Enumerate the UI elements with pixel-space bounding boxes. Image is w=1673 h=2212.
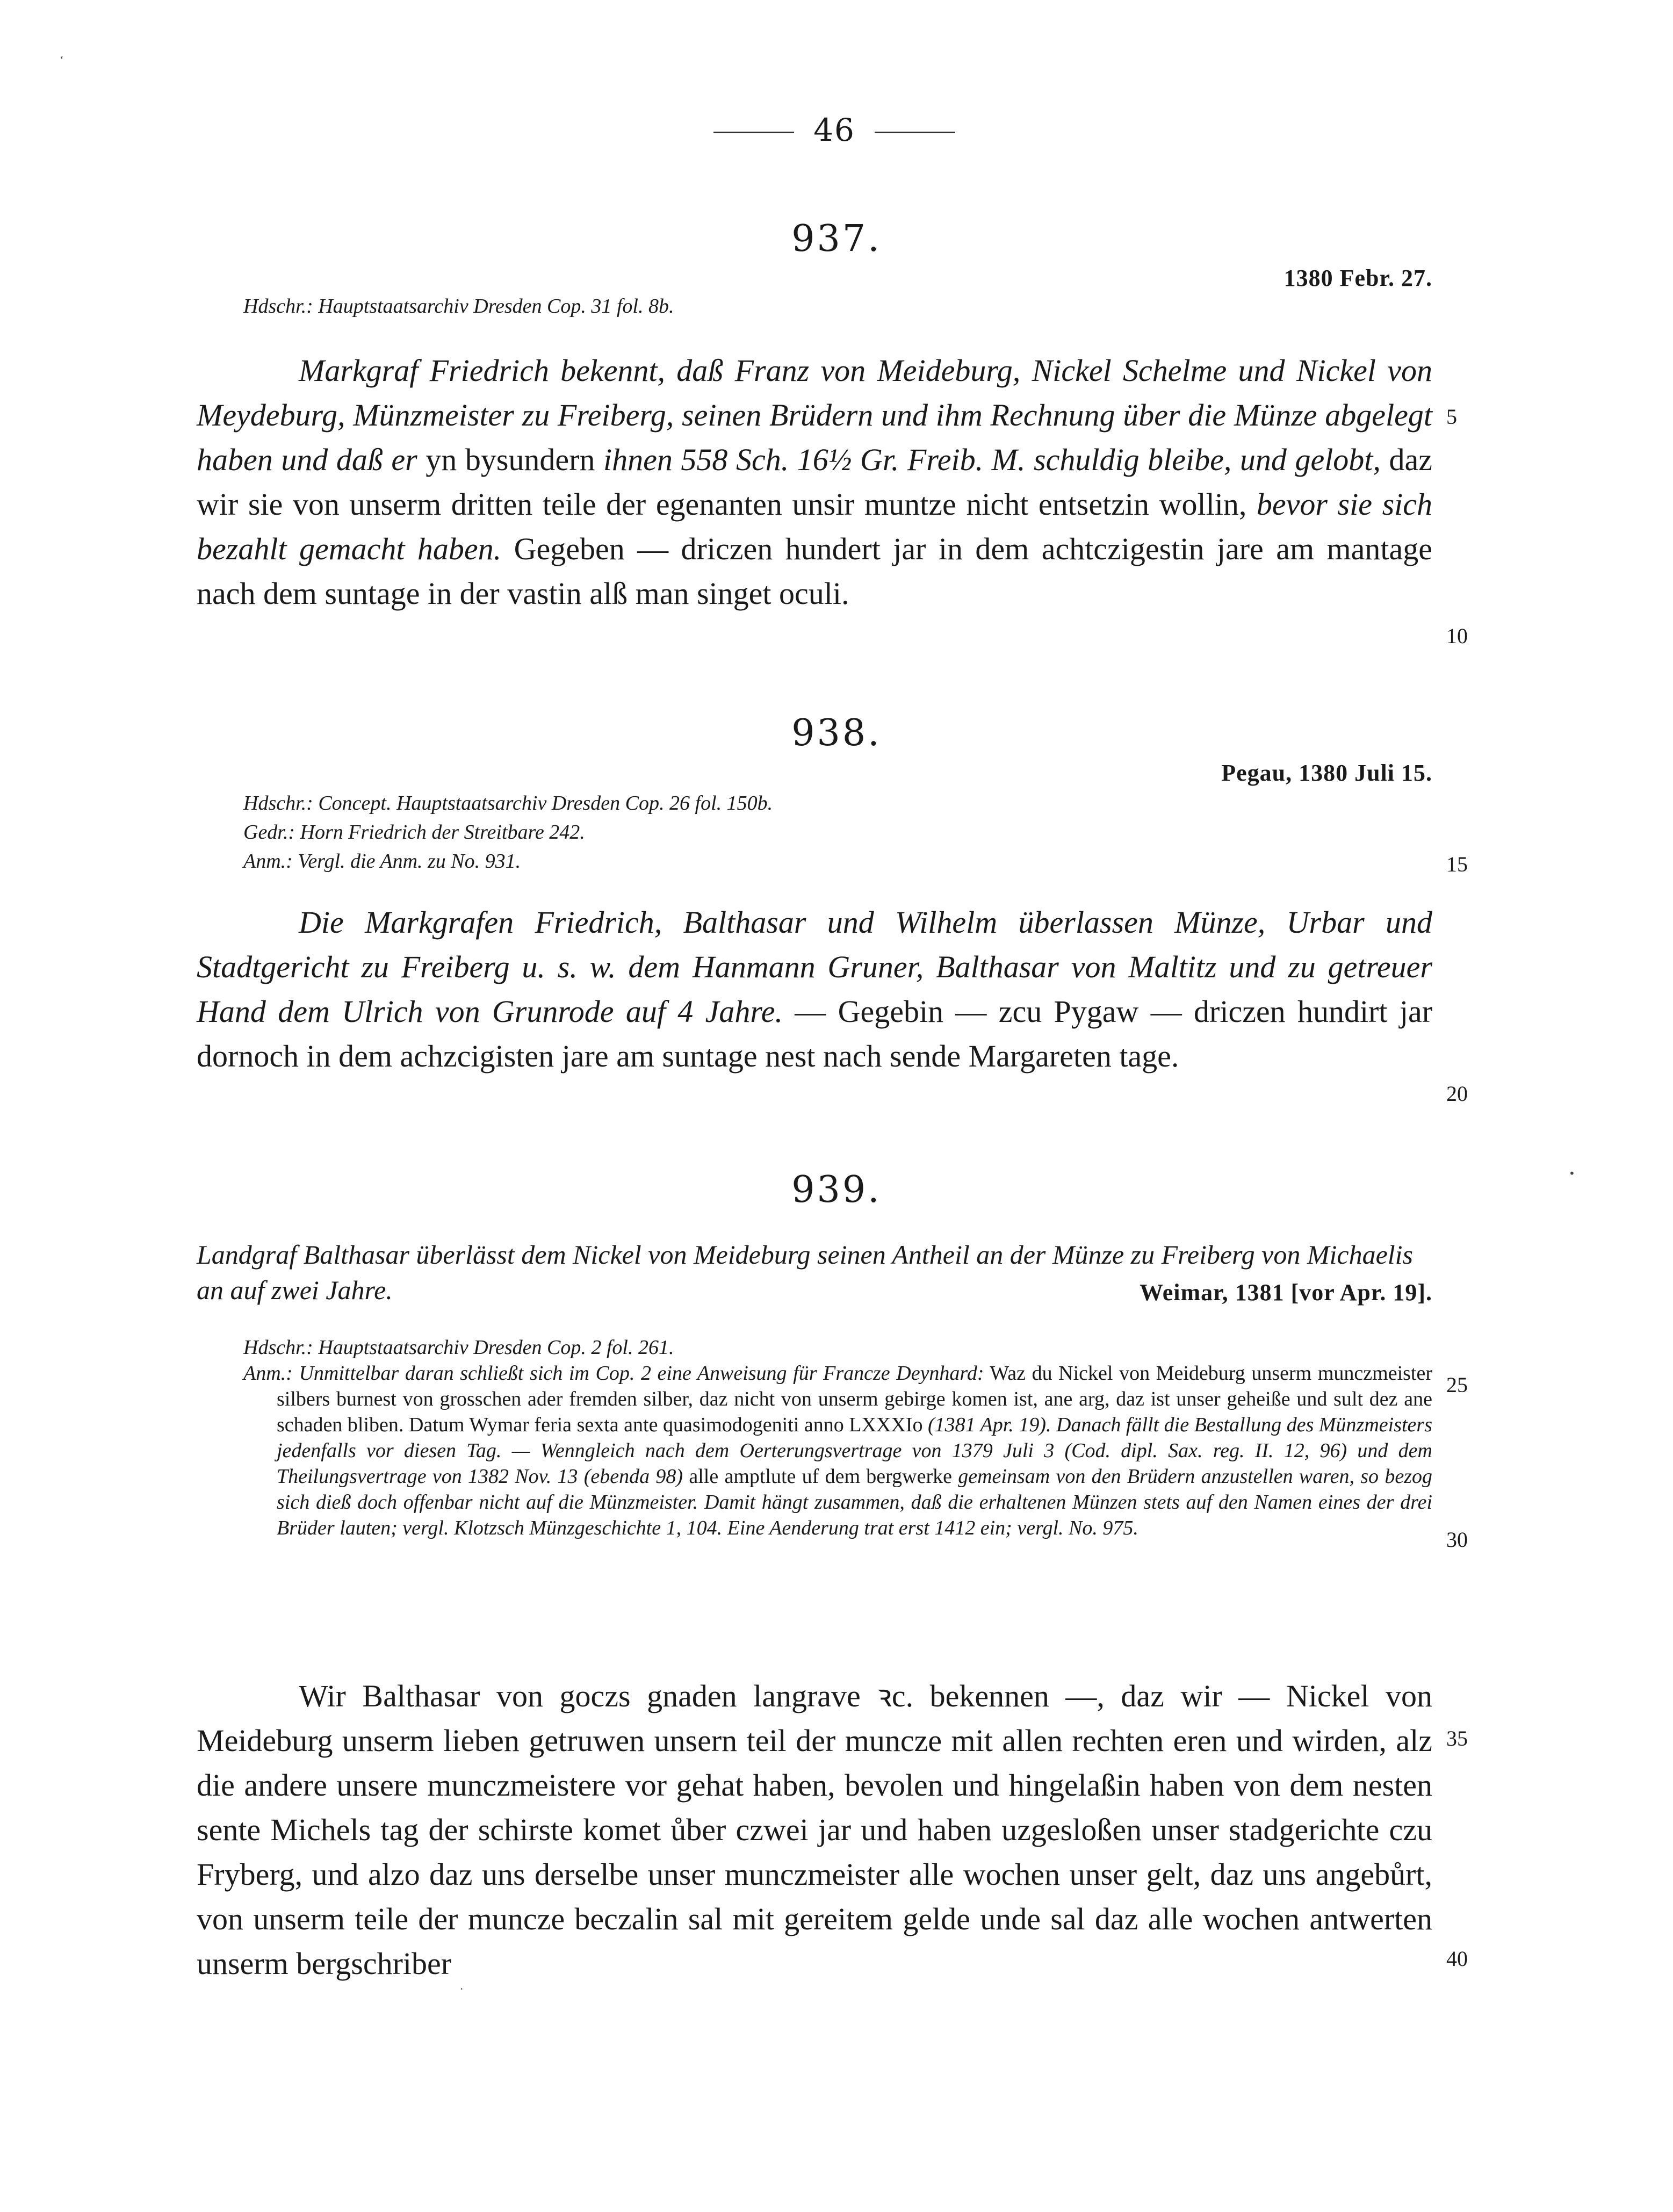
right-rule <box>875 132 955 133</box>
scan-speck: · <box>460 1983 464 1995</box>
entry-text-938: Die Markgrafen Friedrich, Balthasar und Wilhelm überlassen Münze, Urbar und Stadtgericht zu Freiberg u. s. w. dem Hanmann Gruner, Balthasar von Maltitz und zu getreuer Hand dem Ulrich von Grunrode auf 4 Jahre. — Gegebin — zcu Pygaw — driczen hundirt jar dornoch in dem achzcigisten jare am suntage nest nach sende Margareten tage. <box>197 905 1433 1073</box>
page-number: 46 <box>673 112 996 148</box>
date-937: 1380 Febr. 27. <box>1283 265 1432 291</box>
source-938-hdschr: Hdschr.: Concept. Hauptstaatsarchiv Dresden Cop. 26 fol. 150b. <box>243 792 773 815</box>
left-rule <box>713 132 794 133</box>
date-939: Weimar, 1381 [vor Apr. 19]. <box>1140 1279 1432 1306</box>
annotation-939: Anm.: Unmittelbar daran schließt sich im Cop. 2 eine Anweisung für Francze Deynhard: Waz du Nickel von Meideburg unserm munczmeister silbers burnest von grosschen ader fremden silber, daz nicht von unserm gebirge komen ist, ane arg, daz ist unser geheiße und sult dez ane schaden bliben. Datum Wymar feria sexta ante quasimodogeniti anno LXXXIo (1381 Apr. 19). Danach fällt die Bestallung des Münzmeisters jedenfalls vor diesen Tag. — Wenngleich nach dem Oerterungsvertrage von 1379 Juli 3 (Cod. dipl. Sax. reg. II. 12, 96) und dem Theilungsvertrage von 1382 Nov. 13 (ebenda 98) alle amptlute uf dem bergwerke gemeinsam von den Brüdern anzustellen waren, so bezog sich dieß doch offenbar nicht auf die Münzmeister. Damit hängt zusammen, daß die erhaltenen Münzen stets auf den Namen eines der drei Brüder lauten; vergl. Klotzsch Münzgeschichte 1, 104. Eine Aenderung trat erst 1412 ein; vergl. No. 975. <box>243 1362 1432 1539</box>
source-938-gedr: Gedr.: Horn Friedrich der Streitbare 242. <box>243 821 585 844</box>
document-number-939: 939. <box>791 1169 882 1211</box>
date-938: Pegau, 1380 Juli 15. <box>1221 760 1432 786</box>
line-number: 20 <box>1446 1082 1468 1106</box>
source-937: Hdschr.: Hauptstaatsarchiv Dresden Cop. 31 fol. 8b. <box>243 295 674 318</box>
scan-speck: ‘ <box>60 54 64 67</box>
scan-speck: • <box>1569 1167 1575 1180</box>
document-number-938: 938. <box>791 712 882 754</box>
line-number: 10 <box>1446 624 1468 648</box>
line-number: 30 <box>1446 1527 1468 1552</box>
regest-939: Landgraf Balthasar überlässt dem Nickel von Meideburg seinen Antheil an der Münze zu Freiberg von Michaelis an auf zwei Jahre. <box>197 1240 1414 1305</box>
source-938-anm: Anm.: Vergl. die Anm. zu No. 931. <box>243 850 521 873</box>
line-number: 5 <box>1446 405 1457 429</box>
line-number: 25 <box>1446 1373 1468 1397</box>
entry-text-939: Wir Balthasar von goczs gnaden langrave ꝛc. bekennen —, daz wir — Nickel von Meideburg unserm lieben getruwen unsern teil der muncze mit allen rechten eren und wirden, alz die andere unsere munczmeistere vor gehat haben, bevolen und hingelaßin haben von dem nesten sente Michels tag der schirste komet ůber czwei jar und haben uzgesloßen unser stadgerichte czu Fryberg, und alzo daz uns derselbe unser munczmeister alle wochen unser gelt, daz uns angebůrt, von unserm teile der muncze beczalin sal mit gereitem gelde unde sal daz alle wochen antwerten unserm bergschriber <box>197 1678 1432 1981</box>
document-number-937: 937. <box>791 218 882 260</box>
entry-text-937: Markgraf Friedrich bekennt, daß Franz von Meideburg, Nickel Schelme und Nickel von Meydeburg, Münzmeister zu Freiberg, seinen Brüdern und ihm Rechnung über die Münze abgelegt haben und daß er yn bysundern ihnen 558 Sch. 16½ Gr. Freib. M. schuldig bleibe, und gelobt, daz wir sie von unserm dritten teile der egenanten unsir muntze nicht entsetzin wollin, bevor sie sich bezahlt gemacht haben. Gegeben — driczen hundert jar in dem achtczigestin jare am mantage nach dem suntage in der vastin alß man singet oculi. <box>197 353 1432 611</box>
source-939-hdschr: Hdschr.: Hauptstaatsarchiv Dresden Cop. 2 fol. 261. <box>243 1336 674 1359</box>
line-number: 15 <box>1446 852 1468 876</box>
apparatus-939 <box>243 1335 1432 1541</box>
line-number: 40 <box>1446 1947 1468 1971</box>
line-number: 35 <box>1446 1726 1468 1750</box>
